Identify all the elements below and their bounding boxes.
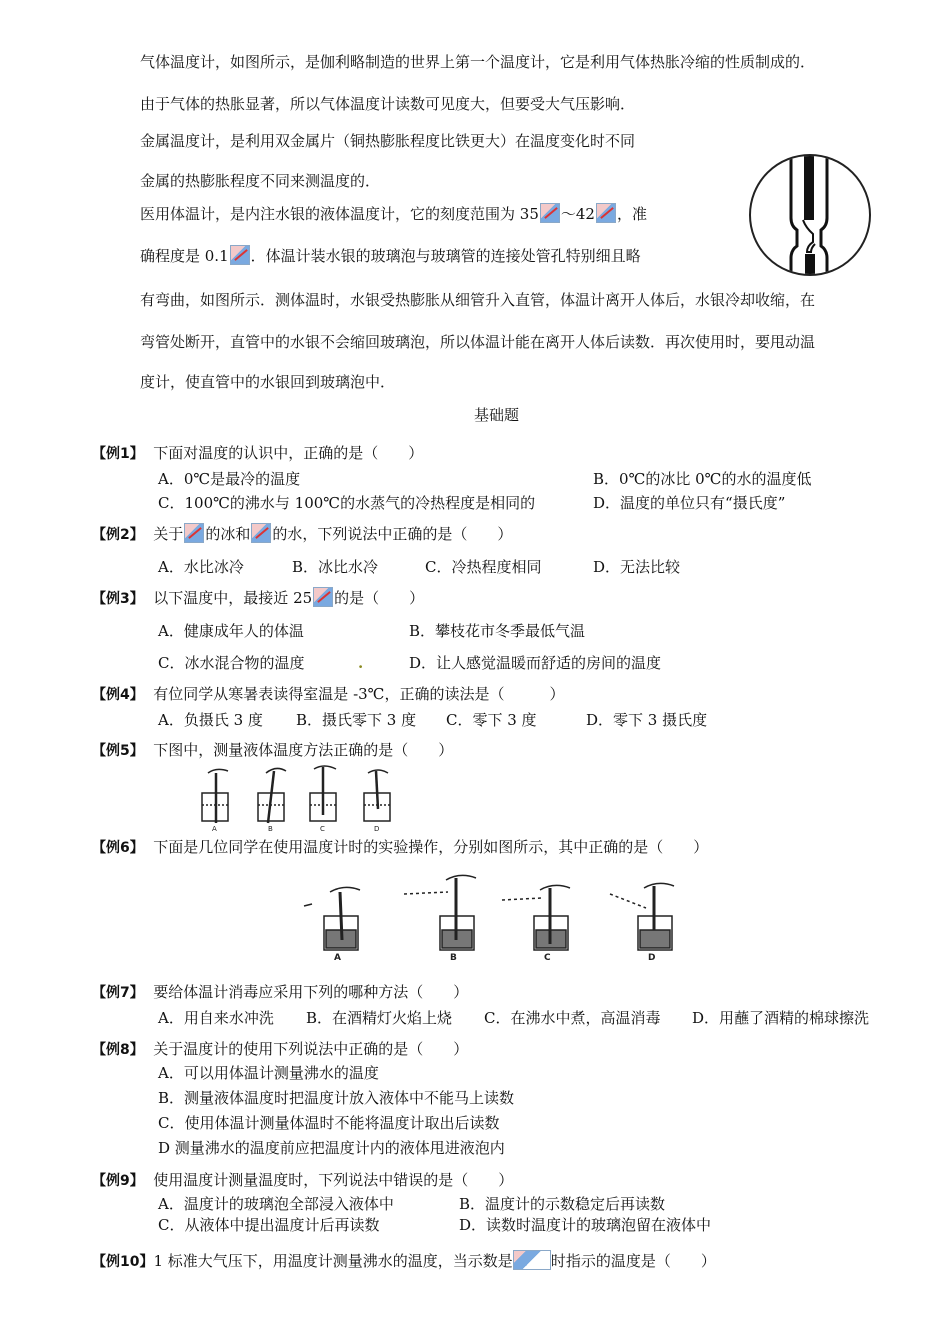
intro-paragraph-3a: 金属温度计，是利用双金属片（铜热膨胀程度比铁更大）在温度变化时不同 — [140, 132, 636, 150]
figure-label: C — [544, 953, 551, 962]
text-segment: 医用体温计，是内注水银的液体温度计，它的刻度范围为 35 — [140, 205, 539, 223]
example-label: 【例6】 — [92, 840, 144, 856]
text-segment: 的是（ ） — [334, 589, 425, 607]
figure-label: B — [268, 825, 273, 833]
intro-paragraph-4d: 弯管处断开，直管中的水银不会缩回玻璃泡，所以体温计能在离开人体后读数．再次使用时，要甩动温 — [140, 333, 816, 351]
example-label: 【例7】 — [92, 985, 144, 1001]
celsius-image-icon — [230, 245, 250, 265]
example-8-option-b: B．测量液体温度时把温度计放入液体中不能马上读数 — [158, 1089, 515, 1107]
text-segment: 确程度是 0.1 — [140, 247, 229, 265]
example-label: 【例8】 — [92, 1042, 144, 1058]
question-text: 下面对温度的认识中，正确的是（ ） — [153, 444, 424, 462]
example-3-option-a: A．健康成年人的体温 — [158, 622, 304, 640]
example-1-question — [92, 442, 423, 465]
example-9-option-d: D．读数时温度计的玻璃泡留在液体中 — [459, 1216, 712, 1234]
example-9-question — [92, 1169, 513, 1192]
text-segment: ．体温计装水银的玻璃泡与玻璃管的连接处管孔特别细且略 — [250, 247, 641, 265]
example-7-option-d: D．用蘸了酒精的棉球擦洗 — [692, 1009, 870, 1027]
figure-label: D — [648, 953, 656, 962]
intro-paragraph-4e: 度计，使直管中的水银回到玻璃泡中． — [140, 373, 396, 391]
example-4-question — [92, 683, 564, 706]
example-3-option-c: C．冰水混合物的温度 — [158, 654, 305, 672]
intro-paragraph-4a — [140, 203, 647, 225]
example-3-option-b: B．攀枝花市冬季最低气温 — [409, 622, 586, 640]
example-8-option-c: C．使用体温计测量体温时不能将温度计取出后读数 — [158, 1114, 500, 1132]
thermometer-constriction-figure — [749, 154, 871, 276]
celsius-image-icon — [313, 587, 333, 607]
example-label: 【例9】 — [92, 1173, 144, 1189]
question-text: 下图中，测量液体温度方法正确的是（ ） — [153, 741, 454, 759]
example-4-option-b: B．摄氏零下 3 度 — [296, 711, 417, 729]
example-6-figure — [300, 870, 700, 962]
figure-label: A — [212, 825, 217, 833]
question-text: 使用温度计测量温度时，下列说法中错误的是（ ） — [153, 1171, 514, 1189]
example-2-option-c: C．冷热程度相同 — [425, 558, 542, 576]
example-label: 【例2】 — [92, 527, 144, 543]
example-label: 【例1】 — [92, 446, 144, 462]
example-2-option-d: D．无法比较 — [593, 558, 681, 576]
question-text: 下面是几位同学在使用温度计时的实验操作，分别如图所示，其中正确的是（ ） — [153, 838, 709, 856]
example-9-option-a: A．温度计的玻璃泡全部浸入液体中 — [158, 1195, 394, 1213]
temperature-image-icon — [184, 523, 204, 543]
example-1-option-a: A．0℃是最冷的温度 — [158, 470, 301, 488]
intro-paragraph-2: 由于气体的热胀显著，所以气体温度计读数可见度大，但要受大气压影响． — [140, 95, 636, 113]
text-segment: 以下温度中，最接近 25 — [153, 589, 313, 607]
example-label: 【例5】 — [92, 743, 144, 759]
question-text: 要给体温计消毒应采用下列的哪种方法（ ） — [153, 983, 469, 1001]
example-10-question — [92, 1250, 716, 1273]
figure-label: A — [334, 953, 341, 962]
question-text: 有位同学从寒暑表读得室温是 -3℃，正确的读法是（ ） — [153, 685, 565, 703]
example-label: 【例4】 — [92, 687, 144, 703]
example-8-option-d: D 测量沸水的温度前应把温度计内的液体甩进液泡内 — [158, 1139, 505, 1157]
example-9-option-c: C．从液体中提出温度计后再读数 — [158, 1216, 380, 1234]
thermometer-constriction-drawing — [751, 156, 869, 274]
text-segment: ，准 — [616, 205, 647, 223]
text-segment: 时指示的温度是（ ） — [550, 1252, 716, 1270]
example-8-question — [92, 1038, 468, 1061]
stray-dot-mark: . — [358, 654, 364, 672]
example-6-question — [92, 836, 708, 859]
intro-paragraph-3b: 金属的热膨胀程度不同来测温度的． — [140, 172, 381, 190]
temperature-image-icon — [251, 523, 271, 543]
intro-paragraph-1: 气体温度计，如图所示，是伽利略制造的世界上第一个温度计，它是利用气体热胀冷缩的性质制成的． — [140, 53, 816, 71]
text-segment: 1 标准大气压下，用温度计测量沸水的温度，当示数是 — [153, 1252, 513, 1270]
text-segment: ～42 — [560, 205, 595, 223]
example-7-question — [92, 981, 468, 1004]
example-2-option-a: A．水比冰冷 — [158, 558, 244, 576]
figure-label: B — [450, 953, 457, 962]
example-4-option-d: D．零下 3 摄氏度 — [586, 711, 708, 729]
text-segment: 的冰和 — [205, 525, 251, 543]
section-title: 基础题 — [474, 406, 520, 424]
example-2-option-b: B．冰比水冷 — [292, 558, 379, 576]
celsius-image-icon — [540, 203, 560, 223]
example-5-figure — [188, 765, 398, 833]
example-8-option-a: A．可以用体温计测量沸水的温度 — [158, 1064, 379, 1082]
figure-label: D — [374, 825, 380, 833]
example-2-question — [92, 523, 512, 546]
text-segment: 的水，下列说法中正确的是（ ） — [272, 525, 513, 543]
example-3-option-d: D．让人感觉温暖而舒适的房间的温度 — [409, 654, 662, 672]
text-segment: 关于 — [153, 525, 184, 543]
example-7-option-a: A．用自来水冲洗 — [158, 1009, 274, 1027]
example-1-option-d: D．温度的单位只有“摄氏度” — [593, 494, 786, 512]
example-1-option-b: B．0℃的冰比 0℃的水的温度低 — [593, 470, 812, 488]
example-9-option-b: B．温度计的示数稳定后再读数 — [459, 1195, 666, 1213]
example-4-option-c: C．零下 3 度 — [446, 711, 537, 729]
figure-label: C — [320, 825, 325, 833]
reading-image-icon — [513, 1250, 551, 1270]
example-7-option-c: C．在沸水中煮，高温消毒 — [484, 1009, 661, 1027]
example-label: 【例10】 — [92, 1254, 154, 1270]
example-3-question — [92, 587, 424, 610]
example-1-option-c: C．100℃的沸水与 100℃的水蒸气的冷热程度是相同的 — [158, 494, 536, 512]
question-text: 关于温度计的使用下列说法中正确的是（ ） — [153, 1040, 469, 1058]
intro-paragraph-4c: 有弯曲，如图所示．测体温时，水银受热膨胀从细管升入直管，体温计离开人体后，水银冷却收缩，在 — [140, 291, 816, 309]
example-7-option-b: B．在酒精灯火焰上烧 — [306, 1009, 453, 1027]
example-label: 【例3】 — [92, 591, 144, 607]
celsius-image-icon — [596, 203, 616, 223]
intro-paragraph-4b — [140, 245, 641, 267]
example-4-option-a: A．负摄氏 3 度 — [158, 711, 263, 729]
example-5-question — [92, 739, 453, 762]
